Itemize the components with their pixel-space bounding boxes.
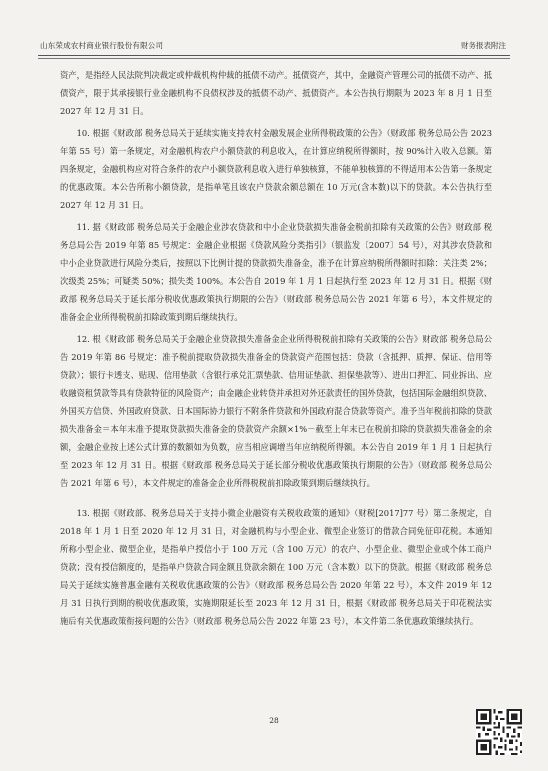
paragraph-item-10: 10. 根据《财政部 税务总局关于延续实施支持农村金融发展企业所得税政策的公告》（财政部 税务总局公告 2023 年第 55 号）第一条规定，对金融机构农户小额贷款的利息收入，在计算应纳税所得额时，按 90%计入收入总额。第四条规定，金融机构应对符合条件的农户小额贷款利息收入进行单独核算，不能单独核算的不得适用本公告第一条规定的优惠政策。本公告所称小额贷款，是指单笔且该农户贷款余额总额在 10 万元(含本数)以下的贷款。本公告执行至 2027 年 12 月 31 日。 bbox=[60, 128, 492, 210]
header-section-title: 财务报表附注 bbox=[461, 41, 506, 50]
document-body bbox=[60, 66, 492, 630]
page-number: 28 bbox=[269, 716, 279, 725]
header-rule-thin bbox=[38, 58, 510, 59]
paragraph-item-12: 12. 根《财政部 税务总局关于金融企业贷款损失准备金企业所得税税前扣除有关政策的公告》财政部 税务总局公告 2019 年第 86 号规定：准予税前提取贷款损失准备金的贷款资产范围包括：贷款（含抵押、质押、保证、信用等贷款）；银行卡透支、贴现、信用垫款（含银行承兑汇票垫款、信用证垫款、担保垫款等）、进出口押汇、同业拆出、应收融资租赁款等具有贷款特征的风险资产；由金融企业转贷并承担对外还款责任的国外贷款，包括国际金融组织贷款、外国买方信贷、外国政府贷款、日本国际协力银行不附条件贷款和外国政府混合贷款等资产。准予当年税前扣除的贷款损失准备金＝本年末准予提取贷款损失准备金的贷款资产余额×1%－截至上年末已在税前扣除的贷款损失准备金的余额，金融企业按上述公式计算的数额如为负数，应当相应调增当年应纳税所得额。本公告自 2019 年 1 月 1 日起执行至 2023 年 12 月 31 日。根据《财政部 税务总局关于延长部分税收优惠政策执行期限的公告》（财政部 税务总局公告 2021 年第 6 号），本文件规定的准备金企业所得税税前扣除政策到期后继续执行。 bbox=[60, 334, 492, 488]
header-rule-thick bbox=[38, 55, 510, 56]
qr-code-icon bbox=[476, 709, 522, 755]
paragraph-item-13: 13. 根据《财政部、税务总局关于支持小微企业融资有关税收政策的通知》（财税[2017]77 号）第二条规定，自 2018 年 1 月 1 日至 2020 年 12 月 31 日，对金融机构与小型企业、微型企业签订的借款合同免征印花税。本通知所称小型企业、微型企业，是指单户授信小于 100 万元（含 100 万元）的农户、小型企业、微型企业或个体工商户贷款；没有授信额度的，是指单户贷款合同金额且贷款余额在 100 万元（含本数）以下的贷款。根据《财政部 税务总局关于延续实施普惠金融有关税收优惠政策的公告》（财政部 税务总局公告 2020 年第 22 号），本文件 2019 年 12 月 31 日执行到期的税收优惠政策，实施期限延长至 2023 年 12 月 31 日，根据《财政部 税务总局关于印花税法实施后有关优惠政策衔接问题的公告》（财政部 税务总局公告 2022 年第 23 号），本文件第二条优惠政策继续执行。 bbox=[60, 508, 492, 626]
header-company-name: 山东荣成农村商业银行股份有限公司 bbox=[40, 41, 164, 50]
paragraph-item-11: 11. 据《财政部 税务总局关于金融企业涉农贷款和中小企业贷款损失准备金税前扣除有关政策的公告》财政部 税务总局公告 2019 年第 85 号规定：金融企业根据《贷款风险分类指引》（银监发〔2007〕54 号），对其涉农贷款和中小企业贷款进行风险分类后，按照以下比例计提的贷款损失准备金，准予在计算应纳税所得额时扣除：关注类 2%；次级类 25%；可疑类 50%；损失类 100%。本公告自 2019 年 1 月 1 日起执行至 2023 年 12 月 31 日。根据《财政部 税务总局关于延长部分税收优惠政策执行期限的公告》（财政部 税务总局公告 2021 年第 6 号），本文件规定的准备金企业所得税税前扣除政策到期后继续执行。 bbox=[60, 222, 492, 322]
paragraph-continuation: 资产，是指经人民法院判决裁定或仲裁机构仲裁的抵债不动产。抵债资产，其中，金融资产管理公司的抵债不动产、抵债资产，限于其承接银行业金融机构不良债权涉及的抵债不动产、抵债资产。本公告执行期限为 2023 年 8 月 1 日至 2027 年 12 月 31 日。 bbox=[60, 70, 492, 116]
